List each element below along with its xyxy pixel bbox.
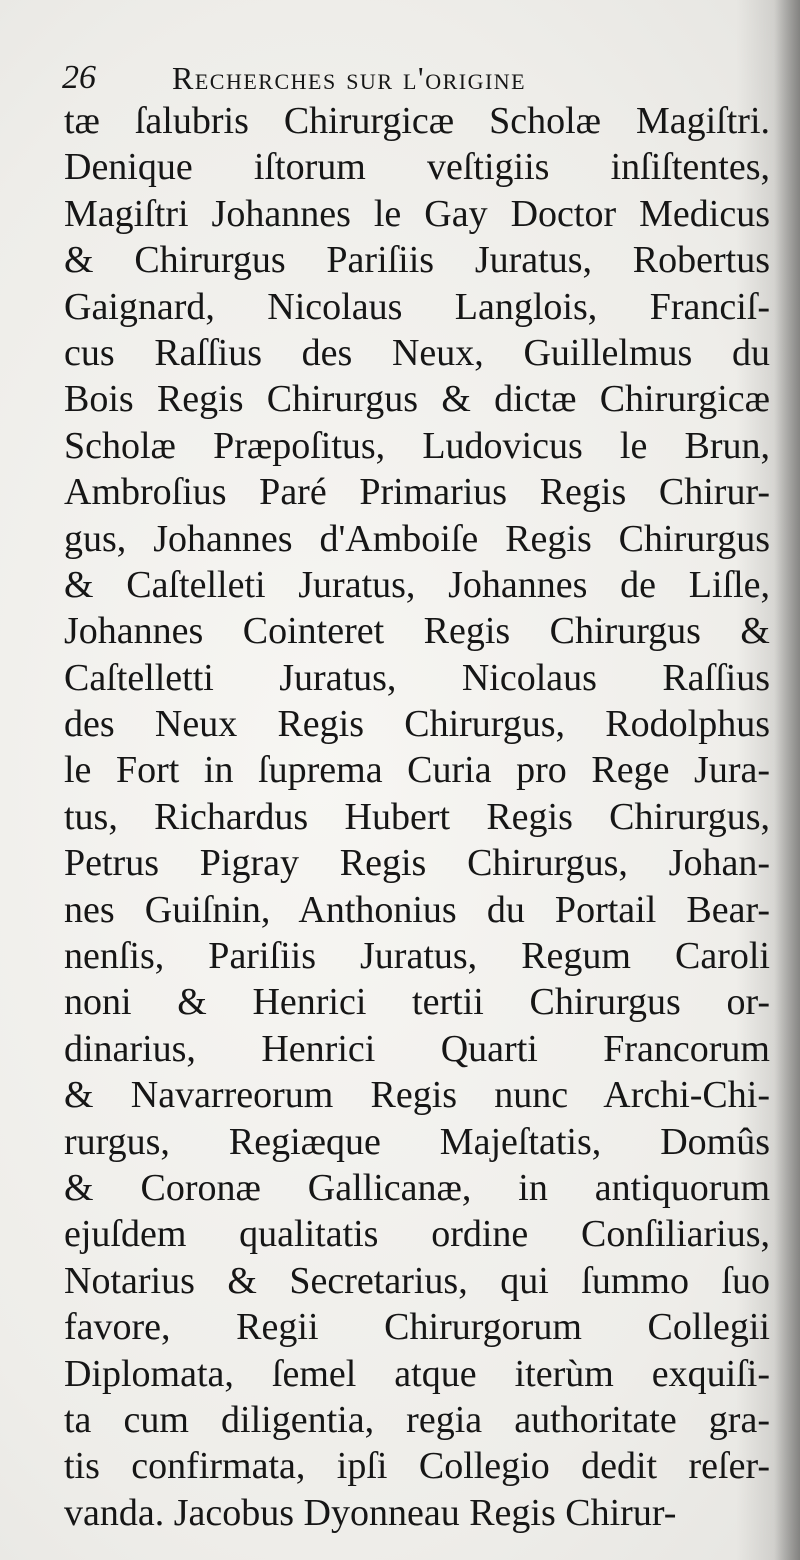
text-line: Denique iſtorum veſtigiis inſiſtentes, (64, 146, 770, 189)
text-line: Scholæ Præpoſitus, Ludovicus le Brun, (64, 424, 770, 467)
text-line: gus, Johannes d'Amboiſe Regis Chirurgus (64, 517, 770, 560)
text-line: Caſtelletti Juratus, Nicolaus Raſſius (64, 656, 770, 699)
page-number: 26 (62, 59, 96, 96)
text-line: ejuſdem qualitatis ordine Conſiliarius, (64, 1213, 770, 1256)
text-line: Petrus Pigray Regis Chirurgus, Johan- (64, 842, 770, 885)
text-line: Magiſtri Johannes le Gay Doctor Medicus (64, 192, 770, 235)
text-line: des Neux Regis Chirurgus, Rodolphus (64, 703, 770, 746)
text-line: & Navarreorum Regis nunc Archi-Chi- (64, 1074, 770, 1117)
text-line: nes Guiſnin, Anthonius du Portail Bear- (64, 888, 770, 931)
text-line: & Chirurgus Pariſiis Juratus, Robertus (64, 239, 770, 282)
text-line: favore, Regii Chirurgorum Collegii (64, 1306, 770, 1349)
text-line: Bois Regis Chirurgus & dictæ Chirurgicæ (64, 378, 770, 421)
text-line: cus Raſſius des Neux, Guillelmus du (64, 331, 770, 374)
text-line: le Fort in ſuprema Curia pro Rege Jura- (64, 749, 770, 792)
text-line: Notarius & Secretarius, qui ſummo ſuo (64, 1259, 770, 1302)
text-line: ta cum diligentia, regia authoritate gra- (64, 1398, 770, 1441)
text-line: tis confirmata, ipſi Collegio dedit reſer- (64, 1445, 770, 1488)
text-line: Ambroſius Paré Primarius Regis Chirur- (64, 471, 770, 514)
running-head: Recherches sur l'origine (172, 60, 527, 96)
text-line: Gaignard, Nicolaus Langlois, Franciſ- (64, 285, 770, 328)
text-line: dinarius, Henrici Quarti Francorum (64, 1027, 770, 1070)
text-line: tus, Richardus Hubert Regis Chirurgus, (64, 795, 770, 838)
body-text (64, 98, 770, 1536)
text-line: vanda. Jacobus Dyonneau Regis Chirur- (64, 1491, 677, 1534)
text-line: noni & Henrici tertii Chirurgus or- (64, 981, 770, 1024)
page-header (62, 52, 752, 104)
text-line: Diplomata, ſemel atque iterùm exquiſi- (64, 1352, 770, 1395)
text-line: & Coronæ Gallicanæ, in antiquorum (64, 1166, 770, 1209)
page-gutter-shadow (774, 0, 800, 1560)
text-line: nenſis, Pariſiis Juratus, Regum Caroli (64, 935, 770, 978)
text-line: tæ ſalubris Chirurgicæ Scholæ Magiſtri. (64, 100, 770, 142)
text-line: Johannes Cointeret Regis Chirurgus & (64, 610, 770, 653)
text-line: & Caſtelleti Juratus, Johannes de Liſle, (64, 563, 770, 606)
text-line: rurgus, Regiæque Majeſtatis, Domûs (64, 1120, 770, 1163)
